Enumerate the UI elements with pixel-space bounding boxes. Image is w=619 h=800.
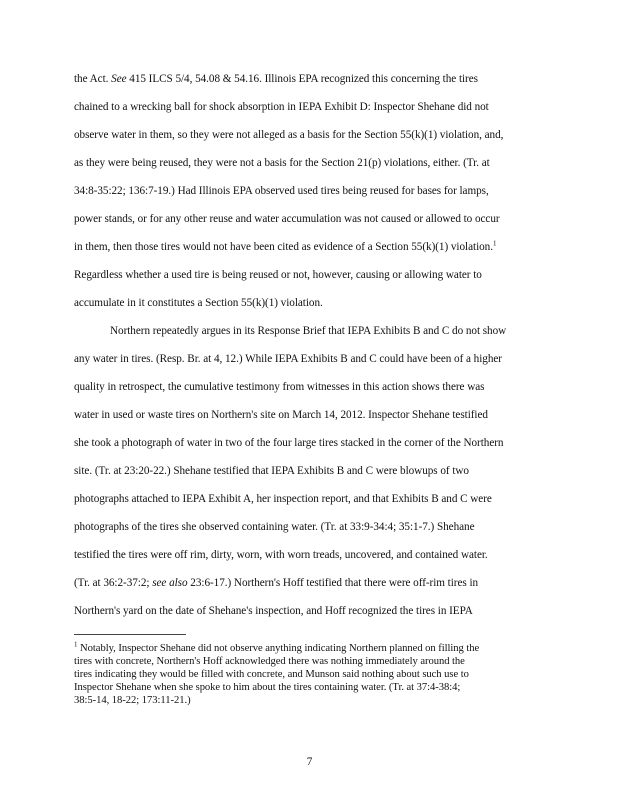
body-line-16: photographs attached to IEPA Exhibit A, her inspection report, and that Exhibits B and C were [74,493,492,505]
body-line-10: Northern repeatedly argues in its Response Brief that IEPA Exhibits B and C do not show [110,325,507,337]
see-also-signal: see also [152,577,188,589]
see-signal: See [111,73,127,85]
body-line-20: Northern's yard on the date of Shehane's inspection, and Hoff recognized the tires in IEPA [74,605,473,617]
body-line-19-start: (Tr. at 36:2-37:2; [74,577,153,589]
body-line-18: testified the tires were off rim, dirty, worn, with worn treads, uncovered, and contained water. [74,549,488,561]
footnote-line-1-text: Notably, Inspector Shehane did not observe anything indicating Northern planned on filling the [77,643,480,654]
page-number: 7 [306,756,313,768]
body-line-5: 34:8-35:22; 136:7-19.) Had Illinois EPA observed used tires being reused for bases for lamps, [74,185,489,197]
footnote-line-4: Inspector Shehane when she spoke to him about the tires containing water. (Tr. at 37:4-38:4; [74,682,461,693]
footnote-line-5: 38:5-14, 18-22; 173:11-21.) [74,695,191,706]
body-line-4: as they were being reused, they were not a basis for the Section 21(p) violations, either. (Tr. at [74,157,490,169]
body-line-8: Regardless whether a used tire is being reused or not, however, causing or allowing water to [74,269,482,281]
body-line-11: any water in tires. (Resp. Br. at 4, 12.) While IEPA Exhibits B and C could have been of a higher [74,353,502,365]
body-line-2: chained to a wrecking ball for shock absorption in IEPA Exhibit D: Inspector Shehane did not [74,101,489,113]
body-line-19-rest: 23:6-17.) Northern's Hoff testified that there were off-rim tires in [187,577,479,589]
footnote-line-2: tires with concrete, Northern's Hoff acknowledged there was nothing immediately around the [74,656,465,667]
body-line-7-text: in them, then those tires would not have been cited as evidence of a Section 55(k)(1) violation. [74,241,493,253]
body-line-13: water in used or waste tires on Northern's site on March 14, 2012. Inspector Shehane testified [74,409,488,421]
body-line-3: observe water in them, so they were not alleged as a basis for the Section 55(k)(1) violation, and, [74,129,504,141]
body-line-14: she took a photograph of water in two of the four large tires stacked in the corner of the Northern [74,437,504,449]
body-line-1 [74,73,478,86]
footnote-reference[interactable]: 1 [492,239,497,248]
body-line-12: quality in retrospect, the cumulative testimony from witnesses in this action shows there was [74,381,485,393]
body-line-1-start: the Act. [74,73,112,85]
body-line-9: accumulate in it constitutes a Section 55(k)(1) violation. [74,297,323,309]
body-line-1-rest: 415 ILCS 5/4, 54.08 & 54.16. Illinois EPA recognized this concerning the tires [126,73,478,85]
body-line-19 [74,577,478,590]
footnote-marker: 1 [74,640,78,649]
body-line-15: site. (Tr. at 23:20-22.) Shehane testified that IEPA Exhibits B and C were blowups of two [74,465,469,477]
body-line-6: power stands, or for any other reuse and water accumulation was not caused or allowed to occur [74,213,500,225]
body-line-7 [74,241,496,254]
footnote-line-3: tires indicating they would be filled with concrete, and Munson said nothing about such use to [74,669,469,680]
body-line-17: photographs of the tires she observed containing water. (Tr. at 33:9-34:4; 35:1-7.) Shehane [74,521,475,533]
footnote-separator [74,634,186,635]
footnote-line-1 [74,640,480,655]
